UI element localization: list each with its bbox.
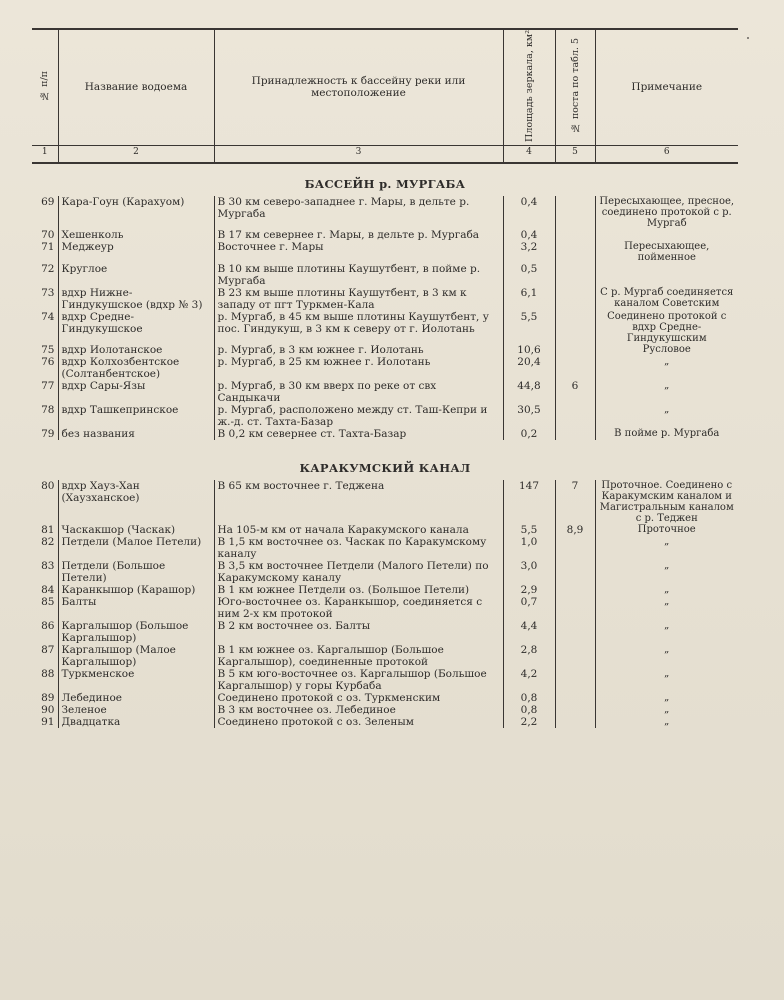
reservoir-name: вдхр Иолотанское (58, 344, 214, 356)
surface-area: 1,0 (503, 536, 555, 560)
row-number: 72 (41, 262, 55, 275)
reservoir-location: В 3,5 км восточнее Петдели (Малого Петели) по Каракумскому каналу (214, 560, 503, 584)
reservoir-location: В 5 км юго-восточнее оз. Каргалышор (Большое Каргалышор) у горы Курбаба (214, 668, 503, 692)
reservoir-note: „ (595, 536, 738, 560)
reservoir-note: Пересыхающее, пресное, соединено протокой с р. Мургаб (595, 196, 738, 229)
post-number (555, 356, 595, 380)
table-row (32, 229, 738, 241)
post-number (555, 428, 595, 440)
surface-area: 0,4 (503, 196, 555, 229)
reservoir-name: Туркменское (58, 668, 214, 692)
reservoir-note: Проточное. Соединено с Каракумским каналом и Магистральным каналом с р. Теджен (595, 480, 738, 524)
reservoir-location: р. Мургаб, в 25 км южнее г. Иолотань (214, 356, 503, 380)
reservoir-note: „ (595, 704, 738, 716)
row-number: 84 (41, 583, 55, 596)
table-row (32, 356, 738, 380)
table-body (32, 163, 738, 728)
row-number: 73 (41, 286, 55, 299)
post-number (555, 536, 595, 560)
column-number-row (32, 145, 738, 163)
reservoir-name: Петдели (Малое Петели) (58, 536, 214, 560)
reservoir-name: вдхр Средне-Гиндукушское (58, 311, 214, 344)
table-row (32, 704, 738, 716)
surface-area: 0,8 (503, 692, 555, 704)
surface-area: 0,4 (503, 229, 555, 241)
table-row (32, 344, 738, 356)
post-number (555, 344, 595, 356)
surface-area: 3,0 (503, 560, 555, 584)
table-row (32, 596, 738, 620)
row-number: 75 (41, 343, 55, 356)
reservoir-name: Каргалышор (Большое Каргалышор) (58, 620, 214, 644)
row-number: 89 (41, 691, 55, 704)
reservoir-note: „ (595, 356, 738, 380)
section-title: КАРАКУМСКИЙ КАНАЛ (299, 460, 471, 475)
surface-area: 2,9 (503, 584, 555, 596)
row-number: 74 (41, 310, 55, 323)
reservoir-location: В 1 км южнее оз. Каргалышор (Большое Каргалышор), соединенные протокой (214, 644, 503, 668)
reservoir-location: В 23 км выше плотины Каушутбент, в 3 км к западу от пгт Туркмен-Кала (214, 287, 503, 311)
table-row (32, 196, 738, 229)
surface-area: 0,2 (503, 428, 555, 440)
table-row (32, 404, 738, 428)
surface-area: 2,2 (503, 716, 555, 728)
row-number: 81 (41, 523, 55, 536)
reservoir-note (595, 263, 738, 287)
table-row (32, 241, 738, 263)
reservoir-table (32, 28, 738, 728)
surface-area: 4,4 (503, 620, 555, 644)
reservoir-name: без названия (58, 428, 214, 440)
surface-area: 0,5 (503, 263, 555, 287)
table-row (32, 287, 738, 311)
post-number: 8,9 (555, 524, 595, 536)
reservoir-name: Меджеур (58, 241, 214, 263)
post-number: 6 (555, 380, 595, 404)
surface-area: 2,8 (503, 644, 555, 668)
row-number: 80 (41, 479, 55, 492)
reservoir-name: вдхр Колхозбентское (Солтанбентское) (58, 356, 214, 380)
reservoir-name: Каранкышор (Карашор) (58, 584, 214, 596)
reservoir-name: вдхр Сары-Язы (58, 380, 214, 404)
reservoir-name: Каргалышор (Малое Каргалышор) (58, 644, 214, 668)
surface-area: 147 (503, 480, 555, 524)
surface-area: 0,7 (503, 596, 555, 620)
reservoir-name: Кара-Гоун (Карахуом) (58, 196, 214, 229)
reservoir-location: В 10 км выше плотины Каушутбент, в пойме р. Мургаба (214, 263, 503, 287)
reservoir-location: р. Мургаб, в 45 км выше плотины Каушутбент, у пос. Гиндукуш, в 3 км к северу от г. Иолотань (214, 311, 503, 344)
reservoir-location: р. Мургаб, в 3 км южнее г. Иолотань (214, 344, 503, 356)
reservoir-location: В 3 км восточнее оз. Лебединое (214, 704, 503, 716)
reservoir-name: Лебединое (58, 692, 214, 704)
post-number: 7 (555, 480, 595, 524)
post-number (555, 716, 595, 728)
col-number: 2 (58, 145, 214, 163)
col-number: 1 (32, 145, 58, 163)
row-number: 69 (41, 195, 55, 208)
row-number: 71 (41, 240, 55, 253)
col-number: 3 (214, 145, 503, 163)
surface-area: 5,5 (503, 311, 555, 344)
row-number: 83 (41, 559, 55, 572)
post-number (555, 287, 595, 311)
reservoir-name: вдхр Хауз-Хан (Хаузханское) (58, 480, 214, 524)
row-number: 79 (41, 427, 55, 440)
post-number (555, 596, 595, 620)
reservoir-location: Юго-восточнее оз. Каранкышор, соединяется с ним 2-х км протокой (214, 596, 503, 620)
row-number: 77 (41, 379, 55, 392)
row-number: 91 (41, 715, 55, 728)
reservoir-note: „ (595, 668, 738, 692)
table-row (32, 311, 738, 344)
reservoir-name: Балты (58, 596, 214, 620)
reservoir-location: р. Мургаб, в 30 км вверх по реке от свх Сандыкачи (214, 380, 503, 404)
col-header-note: Примечание (595, 29, 738, 145)
reservoir-location: В 1,5 км восточнее оз. Часкак по Каракумскому каналу (214, 536, 503, 560)
post-number (555, 560, 595, 584)
surface-area: 0,8 (503, 704, 555, 716)
surface-area: 5,5 (503, 524, 555, 536)
col-number: 6 (595, 145, 738, 163)
reservoir-location: В 65 км восточнее г. Теджена (214, 480, 503, 524)
post-number (555, 692, 595, 704)
reservoir-note: Соединено протокой с вдхр Средне-Гиндукушским (595, 311, 738, 344)
row-number: 86 (41, 619, 55, 632)
row-number: 78 (41, 403, 55, 416)
post-number (555, 196, 595, 229)
reservoir-note: Пересыхающее, пойменное (595, 241, 738, 263)
reservoir-note: „ (595, 584, 738, 596)
surface-area: 30,5 (503, 404, 555, 428)
table-row (32, 480, 738, 524)
col-header-name: Название водоема (58, 29, 214, 145)
col-header-location: Принадлежность к бассейну реки или местоположение (214, 29, 503, 145)
reservoir-location: Соединено протокой с оз. Зеленым (214, 716, 503, 728)
surface-area: 6,1 (503, 287, 555, 311)
col-header-post: № поста по табл. 5 (555, 29, 595, 145)
post-number (555, 620, 595, 644)
col-header-area: Площадь зеркала, км² (503, 29, 555, 145)
post-number (555, 584, 595, 596)
table-row (32, 692, 738, 704)
reservoir-name: Круглое (58, 263, 214, 287)
reservoir-location: Восточнее г. Мары (214, 241, 503, 263)
reservoir-note: „ (595, 596, 738, 620)
reservoir-location: В 30 км северо-западнее г. Мары, в дельте р. Мургаба (214, 196, 503, 229)
reservoir-note: Проточное (595, 524, 738, 536)
header-row (32, 29, 738, 145)
section-heading-row (32, 163, 738, 196)
reservoir-note: С р. Мургаб соединяется каналом Советским (595, 287, 738, 311)
reservoir-note: „ (595, 404, 738, 428)
reservoir-note (595, 229, 738, 241)
post-number (555, 644, 595, 668)
reservoir-note: „ (595, 380, 738, 404)
reservoir-note: В пойме р. Мургаба (595, 428, 738, 440)
reservoir-location: В 17 км севернее г. Мары, в дельте р. Мургаба (214, 229, 503, 241)
row-number: 90 (41, 703, 55, 716)
reservoir-location: Соединено протокой с оз. Туркменским (214, 692, 503, 704)
surface-area: 10,6 (503, 344, 555, 356)
speck (747, 37, 749, 39)
post-number (555, 404, 595, 428)
post-number (555, 229, 595, 241)
row-number: 76 (41, 355, 55, 368)
row-number: 82 (41, 535, 55, 548)
reservoir-name: Хешенколь (58, 229, 214, 241)
post-number (555, 241, 595, 263)
post-number (555, 704, 595, 716)
post-number (555, 311, 595, 344)
post-number (555, 263, 595, 287)
reservoir-note: „ (595, 692, 738, 704)
reservoir-name: Зеленое (58, 704, 214, 716)
reservoir-name: вдхр Нижне-Гиндукушское (вдхр № 3) (58, 287, 214, 311)
table-row (32, 263, 738, 287)
table-row (32, 380, 738, 404)
row-number: 88 (41, 667, 55, 680)
surface-area: 20,4 (503, 356, 555, 380)
section-title: БАССЕЙН р. МУРГАБА (304, 176, 466, 191)
reservoir-name: Часкакшор (Часкак) (58, 524, 214, 536)
reservoir-note: „ (595, 644, 738, 668)
reservoir-note: „ (595, 716, 738, 728)
reservoir-location: На 105-м км от начала Каракумского канала (214, 524, 503, 536)
table-row (32, 716, 738, 728)
reservoir-location: В 1 км южнее Петдели оз. (Большое Петели) (214, 584, 503, 596)
reservoir-name: Двадцатка (58, 716, 214, 728)
table-row (32, 584, 738, 596)
col-header-number: № п/п (32, 29, 58, 145)
reservoir-location: р. Мургаб, расположено между ст. Таш-Кепри и ж.-д. ст. Тахта-Базар (214, 404, 503, 428)
reservoir-location: В 0,2 км севернее ст. Тахта-Базар (214, 428, 503, 440)
row-number: 87 (41, 643, 55, 656)
reservoir-note: „ (595, 620, 738, 644)
reservoir-name: вдхр Ташкепринское (58, 404, 214, 428)
table-row (32, 620, 738, 644)
table-row (32, 428, 738, 440)
reservoir-name: Петдели (Большое Петели) (58, 560, 214, 584)
surface-area: 44,8 (503, 380, 555, 404)
surface-area: 3,2 (503, 241, 555, 263)
post-number (555, 668, 595, 692)
row-number: 70 (41, 228, 55, 241)
table-row (32, 560, 738, 584)
reservoir-location: В 2 км восточнее оз. Балты (214, 620, 503, 644)
reservoir-note: „ (595, 560, 738, 584)
col-number: 5 (555, 145, 595, 163)
table-row (32, 644, 738, 668)
surface-area: 4,2 (503, 668, 555, 692)
reservoir-note: Русловое (595, 344, 738, 356)
section-spacer (32, 440, 738, 448)
table-row (32, 536, 738, 560)
table-row (32, 524, 738, 536)
table-row (32, 668, 738, 692)
section-heading-row (32, 448, 738, 480)
row-number: 85 (41, 595, 55, 608)
col-number: 4 (503, 145, 555, 163)
